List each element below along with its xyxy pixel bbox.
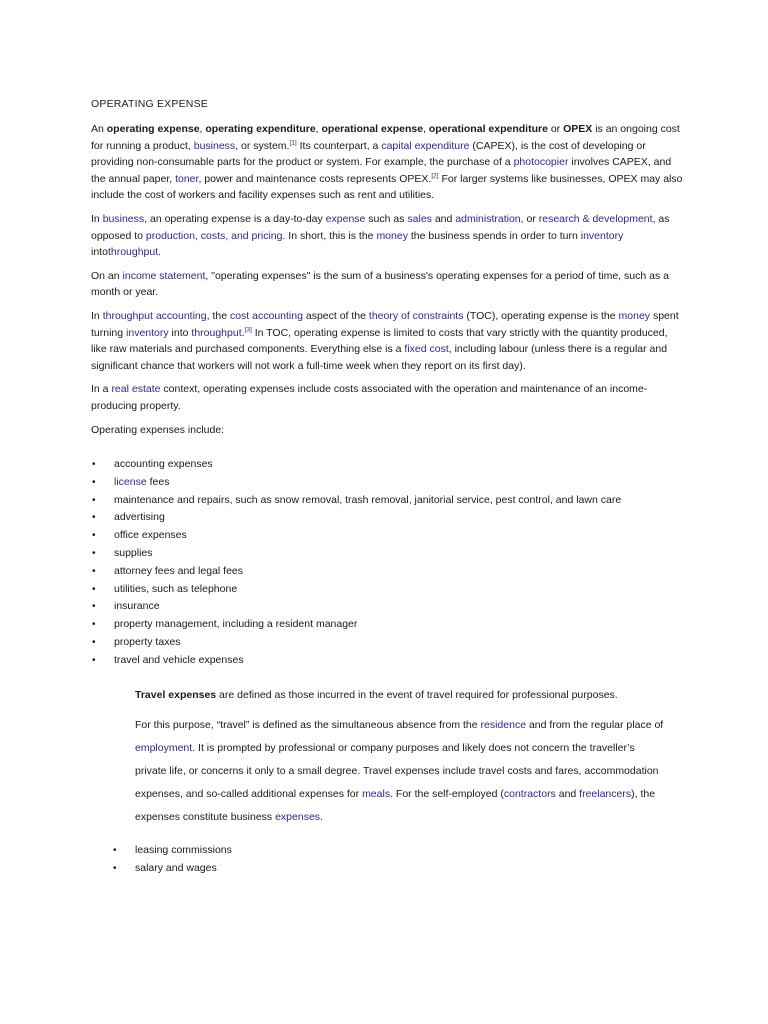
- throughput-accounting-paragraph: [91, 308, 686, 374]
- link-employment[interactable]: employment: [135, 742, 193, 755]
- text: In: [91, 212, 103, 225]
- link-business[interactable]: business: [193, 139, 236, 152]
- travel-definition: [135, 684, 665, 707]
- text: , an operating expense is a day-to-day: [144, 212, 326, 225]
- text: involves CAPEX, and the annual paper,: [91, 156, 672, 185]
- text: and: [431, 212, 456, 225]
- text: or: [547, 123, 564, 135]
- additional-expenses-list: [111, 842, 686, 877]
- definition-paragraph: [91, 121, 686, 204]
- link-money[interactable]: money: [376, 229, 408, 242]
- page-title: OPERATING EXPENSE: [91, 98, 208, 110]
- link-meals[interactable]: meals: [362, 787, 391, 800]
- link-freelancers[interactable]: freelancers: [579, 787, 632, 800]
- link-real-estate[interactable]: real estate: [111, 383, 161, 396]
- text: the business spends in order to turn: [407, 229, 581, 242]
- term-operational-expenditure: operational expenditure: [428, 123, 548, 135]
- text: , as opposed to: [91, 212, 670, 242]
- text: , the: [206, 309, 230, 322]
- text: ,: [315, 123, 322, 135]
- link-expenses[interactable]: expenses: [275, 810, 321, 823]
- link-research-development[interactable]: research & development: [538, 212, 653, 225]
- term-operating-expenditure: operating expenditure: [205, 123, 316, 135]
- text: ), the expenses constitute business: [135, 787, 656, 823]
- article: [91, 96, 686, 877]
- link-cost-accounting[interactable]: cost accounting: [229, 309, 303, 322]
- text: .: [158, 246, 162, 259]
- link-fixed-cost[interactable]: fixed cost: [404, 343, 449, 356]
- text: context, operating expenses include costs associated with the operation and maintenance of an income-producing property.: [91, 383, 648, 412]
- text: Its counterpart, a: [296, 139, 382, 152]
- list-item: • accounting expenses: [91, 456, 686, 474]
- link-throughput[interactable]: throughput: [107, 246, 159, 259]
- income-statement-paragraph: [91, 268, 686, 301]
- text: and: [555, 787, 580, 800]
- list-item: • supplies: [91, 545, 686, 563]
- link-capital-expenditure[interactable]: capital expenditure: [381, 139, 470, 152]
- link-theory-of-constraints[interactable]: theory of constraints: [368, 309, 464, 322]
- list-item: • maintenance and repairs, such as snow removal, trash removal, janitorial service, pest control, and lawn care: [91, 492, 686, 510]
- list-item: • insurance: [91, 598, 686, 616]
- text: , including labour (unless there is a regular and significant chance that workers will not work a full-time week when they report on its first day).: [91, 343, 668, 372]
- list-item: • property taxes: [91, 634, 686, 652]
- text: . It is prompted by professional or company purposes and likely does not concern the traveller’s private life, or concerns it only to a small degree. Travel expenses include travel costs and fares, accommodation expenses, and so-called additional expenses for: [135, 742, 659, 800]
- citation-3[interactable]: [3]: [244, 326, 252, 334]
- term-operational-expense: operational expense: [321, 123, 424, 135]
- text: into: [91, 246, 108, 259]
- term-operating-expense: operating expense: [106, 123, 200, 135]
- text: , "operating expenses" is the sum of a business's operating expenses for a period of time, such as a month or year.: [91, 269, 669, 299]
- text: On an: [91, 269, 123, 282]
- text: .: [320, 810, 323, 823]
- term-travel-expenses: Travel expenses: [135, 688, 217, 701]
- text: (CAPEX), is the cost of developing or providing non-consumable parts for the product or system. For example, the purchase of a: [91, 139, 646, 169]
- link-contractors[interactable]: contractors: [503, 787, 556, 800]
- link-income-statement[interactable]: income statement: [122, 269, 206, 282]
- text: fees: [146, 475, 170, 488]
- text: , or: [520, 212, 539, 225]
- list-item: • attorney fees and legal fees: [91, 563, 686, 581]
- travel-expenses-section: [135, 684, 665, 829]
- link-license[interactable]: license: [114, 475, 147, 488]
- text: is an ongoing cost for running a product,: [91, 123, 680, 152]
- list-item: • advertising: [91, 509, 686, 527]
- link-inventory[interactable]: inventory: [580, 229, 624, 242]
- text: such as: [365, 212, 408, 225]
- link-expense[interactable]: expense: [325, 212, 366, 225]
- text: aspect of the: [302, 309, 369, 322]
- text: ,: [199, 123, 206, 135]
- link-production-costs-pricing[interactable]: production, costs, and pricing: [145, 229, 283, 242]
- text: For this purpose, “travel” is defined as the simultaneous absence from the: [135, 719, 481, 732]
- text: , or system.: [235, 139, 290, 152]
- text: . In short, this is the: [282, 229, 377, 242]
- text: In a: [91, 383, 112, 396]
- list-item: [91, 474, 686, 492]
- text: into: [168, 326, 192, 339]
- list-intro: Operating expenses include:: [91, 423, 225, 436]
- list-item: • travel and vehicle expenses: [91, 652, 686, 670]
- link-toner[interactable]: toner: [175, 172, 199, 185]
- link-inventory[interactable]: inventory: [126, 326, 169, 339]
- text: are defined as those incurred in the event of travel required for professional purposes.: [216, 688, 618, 701]
- operating-expenses-list: [91, 456, 686, 670]
- citation-1[interactable]: [1]: [289, 139, 297, 147]
- link-throughput-accounting[interactable]: throughput accounting: [102, 309, 207, 322]
- list-item: • leasing commissions: [111, 842, 686, 859]
- text: . For the self-employed (: [390, 787, 504, 800]
- text: spent turning: [91, 309, 679, 339]
- text: , power and maintenance costs represents OPEX.: [198, 172, 432, 185]
- text: In: [91, 309, 103, 322]
- text: In TOC, operating expense is limited to costs that vary strictly with the quantity produced, like raw materials and purchased components. Everything else is a: [91, 326, 668, 356]
- list-item: • salary and wages: [111, 860, 686, 877]
- list-item: • utilities, such as telephone: [91, 581, 686, 599]
- citation-2[interactable]: [2]: [431, 172, 439, 180]
- link-residence[interactable]: residence: [480, 719, 527, 732]
- link-sales[interactable]: sales: [407, 212, 432, 225]
- list-item: • property management, including a resident manager: [91, 616, 686, 634]
- link-throughput[interactable]: throughput: [191, 326, 242, 339]
- list-item: • office expenses: [91, 527, 686, 545]
- text: and from the regular place of: [526, 719, 664, 732]
- link-money[interactable]: money: [618, 309, 651, 322]
- link-administration[interactable]: administration: [455, 212, 521, 225]
- business-paragraph: [91, 211, 686, 261]
- text: For larger systems like businesses, OPEX may also include the cost of workers and facility expenses such as rent and utilities.: [91, 172, 683, 202]
- travel-details: [135, 714, 665, 828]
- real-estate-paragraph: [91, 381, 686, 414]
- text: .: [241, 326, 245, 339]
- term-opex: OPEX: [563, 123, 593, 135]
- text: An: [91, 123, 107, 135]
- text: ,: [423, 123, 429, 135]
- link-business[interactable]: business: [102, 212, 145, 225]
- link-photocopier[interactable]: photocopier: [513, 156, 569, 169]
- text: (TOC), operating expense is the: [463, 309, 619, 322]
